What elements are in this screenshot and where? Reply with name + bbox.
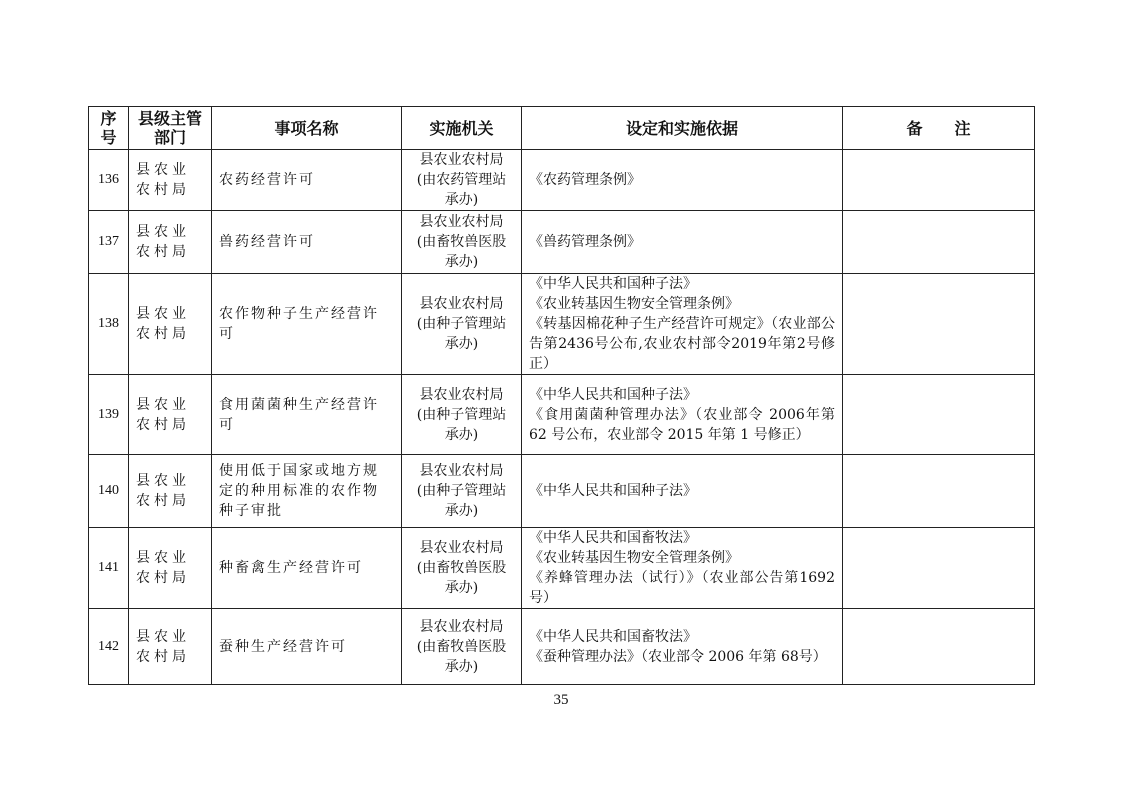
basis-line: 《农业转基因生物安全管理条例》 [529,296,739,312]
row-basis [522,375,843,455]
agency-line: 承办) [444,426,479,443]
agency-line: (由畜牧兽医股 [416,638,507,655]
row-seq: 138 [89,274,129,375]
row-item: 农药经营许可 [212,150,402,211]
header-note: 备 注 [843,107,1035,150]
table-row [89,150,1035,211]
agency-line: 县农业农村局 [419,463,504,479]
agency-line: (由种子管理站 [416,483,507,499]
agency-line: 承办) [444,192,479,208]
row-item: 食用菌菌种生产经营许可 [212,375,402,455]
row-seq: 139 [89,375,129,455]
agency-line: 承办) [444,503,479,519]
header-agency: 实施机关 [402,107,522,150]
row-agency [402,609,522,685]
basis-line: 《养蜂管理办法（试行）》（农业部公告第1692号） [529,570,835,606]
basis-line: 《中华人民共和国种子法》 [529,483,697,499]
row-dept: 县农业农村局 [129,211,212,274]
basis-line: 《中华人民共和国种子法》 [529,386,697,403]
agency-line: 县农业农村局 [419,618,504,635]
agency-line: 县农业农村局 [419,386,504,403]
agency-line: 县农业农村局 [419,540,504,556]
agency-line: 承办) [444,254,479,270]
row-item: 使用低于国家或地方规定的种用标准的农作物种子审批 [212,455,402,528]
row-seq: 137 [89,211,129,274]
row-note [843,274,1035,375]
basis-line: 《中华人民共和国畜牧法》 [529,628,697,645]
header-dept: 县级主管部门 [129,107,212,150]
agency-line: 承办) [444,336,479,352]
row-agency [402,528,522,609]
row-note [843,211,1035,274]
basis-line: 《蚕种管理办法》（农业部令 2006 年第 68号） [529,648,827,665]
row-basis [522,609,843,685]
basis-line: 《中华人民共和国种子法》 [529,276,697,292]
agency-line: 县农业农村局 [419,214,504,230]
row-agency [402,211,522,274]
basis-line: 《兽药管理条例》 [529,234,641,250]
row-note [843,609,1035,685]
row-dept: 县农业农村局 [129,150,212,211]
page-number: 35 [553,692,569,708]
permit-table [88,106,1035,685]
header-item: 事项名称 [212,107,402,150]
row-note [843,375,1035,455]
row-agency [402,375,522,455]
basis-line: 《中华人民共和国畜牧法》 [529,530,697,546]
row-dept: 县农业农村局 [129,455,212,528]
row-basis [522,528,843,609]
row-basis [522,211,843,274]
table-row [89,375,1035,455]
row-item: 兽药经营许可 [212,211,402,274]
agency-line: (由种子管理站 [416,316,507,332]
table-row [89,274,1035,375]
table-row [89,528,1035,609]
row-basis [522,150,843,211]
row-agency [402,274,522,375]
row-note [843,455,1035,528]
row-dept: 县农业农村局 [129,528,212,609]
agency-line: 承办) [444,580,479,596]
agency-line: (由畜牧兽医股 [416,234,507,250]
row-item: 蚕种生产经营许可 [212,609,402,685]
row-basis [522,455,843,528]
agency-line: (由畜牧兽医股 [416,560,507,576]
header-row [89,107,1035,150]
agency-line: 县农业农村局 [419,296,504,312]
row-basis [522,274,843,375]
agency-line: (由农药管理站 [416,172,507,188]
agency-line: 承办) [444,658,479,675]
row-item: 种畜禽生产经营许可 [212,528,402,609]
basis-line: 《农业转基因生物安全管理条例》 [529,550,739,566]
row-dept: 县农业农村局 [129,375,212,455]
row-seq: 140 [89,455,129,528]
row-note [843,528,1035,609]
table-row [89,609,1035,685]
row-seq: 136 [89,150,129,211]
row-seq: 142 [89,609,129,685]
header-basis: 设定和实施依据 [522,107,843,150]
basis-line: 《食用菌菌种管理办法》（农业部令 2006年第 62 号公布，农业部令 2015 年第 1 号修正） [529,406,835,443]
row-item: 农作物种子生产经营许可 [212,274,402,375]
table-row [89,211,1035,274]
row-dept: 县农业农村局 [129,274,212,375]
row-agency [402,150,522,211]
row-note [843,150,1035,211]
basis-line: 《转基因棉花种子生产经营许可规定》（农业部公告第2436号公布,农业农村部令2019年第2号修正） [529,316,835,372]
row-seq: 141 [89,528,129,609]
table-row [89,455,1035,528]
row-agency [402,455,522,528]
agency-line: 县农业农村局 [419,152,504,168]
basis-line: 《农药管理条例》 [529,172,641,188]
header-seq: 序号 [89,107,129,150]
agency-line: (由种子管理站 [416,406,507,423]
row-dept: 县农业农村局 [129,609,212,685]
